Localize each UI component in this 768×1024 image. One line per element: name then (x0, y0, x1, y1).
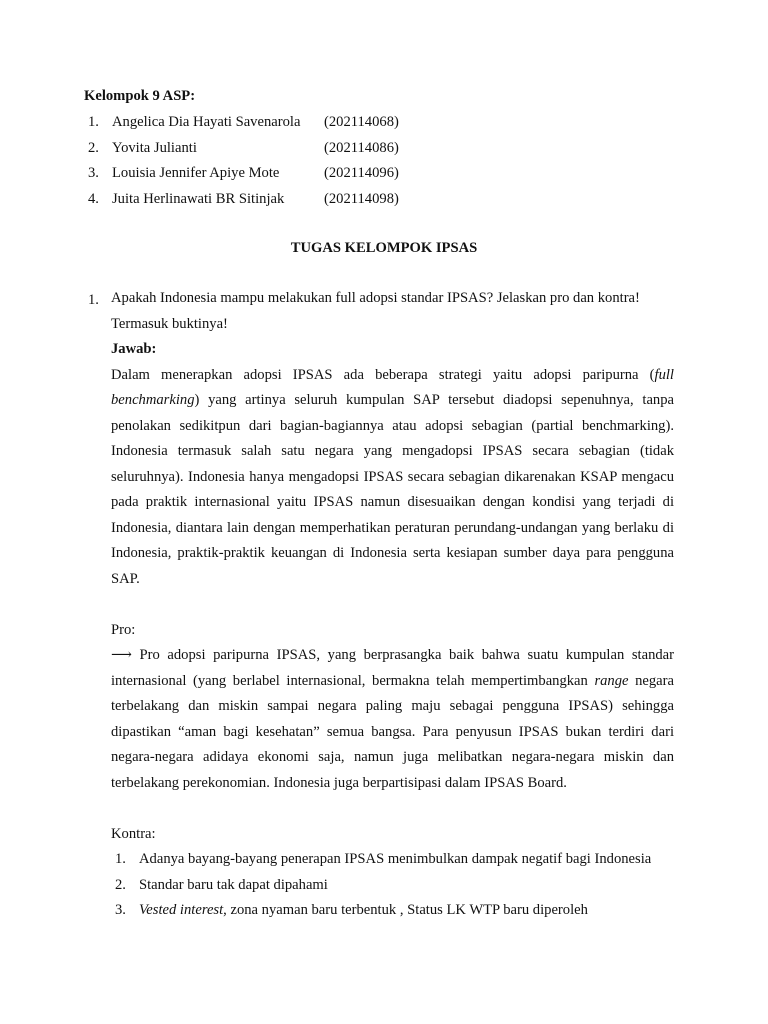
member-row (84, 110, 504, 136)
question-content (111, 286, 674, 924)
pro-paragraph (111, 643, 674, 796)
member-id: (202114098) (324, 190, 399, 207)
answer-text-part: Dalam menerapkan adopsi IPSAS ada beberapa strategi yaitu adopsi paripurna ( (111, 366, 655, 383)
kontra-label: Kontra: (111, 825, 156, 842)
answer-paragraph (111, 363, 674, 593)
member-id: (202114096) (324, 165, 399, 181)
spacer (111, 796, 674, 822)
answer-italic-term: full benchmarking (111, 366, 674, 408)
group-title: Kelompok 9 ASP: (84, 88, 196, 104)
member-number: 1. (88, 114, 99, 130)
pro-label: Pro: (111, 621, 136, 638)
kontra-item (111, 873, 674, 899)
member-name: Angelica Dia Hayati Savenarola (112, 114, 301, 130)
member-number: 3. (88, 165, 99, 181)
member-name: Louisia Jennifer Apiye Mote (112, 165, 280, 181)
member-id: (202114068) (324, 114, 399, 130)
answer-label: Jawab: (111, 341, 157, 357)
question-text: Apakah Indonesia mampu melakukan full adopsi standar IPSAS? Jelaskan pro dan kontra! Termasuk buktinya! (111, 290, 640, 332)
kontra-item (111, 847, 674, 873)
member-name: Juita Herlinawati BR Sitinjak (112, 190, 285, 207)
answer-text-rest: ) yang artinya seluruh kumpulan SAP tersebut diadopsi sepenuhnya, tanpa penolakan sedikitpun dari bagian-bagiannya atau adopsi sebagian (partial benchmarking). Indonesia termasuk salah satu negara yang mengadopsi IPSAS secara sebagian (tidak seluruhnya). Indonesia hanya mengadopsi IPSAS secara sebagian dikarenakan KSAP mengacu pada praktik internasional yaitu IPSAS namun disesuaikan dengan kondisi yang terjadi di Indonesia, diantara lain dengan memperhatikan peraturan perundang-undangan yang berlaku di Indonesia, praktik-praktik keuangan di Indonesia serta kesiapan sumber daya para pengguna SAP. (111, 392, 674, 587)
kontra-item-italic: Vested interest (139, 902, 224, 918)
kontra-item-text: Adanya bayang-bayang penerapan IPSAS menimbulkan dampak negatif bagi Indonesia (139, 851, 652, 867)
kontra-item-number: 2. (115, 876, 126, 893)
member-id: (202114086) (324, 139, 399, 156)
member-name: Yovita Julianti (112, 139, 197, 156)
question-number: 1. (88, 292, 99, 308)
member-row (84, 187, 504, 213)
kontra-item-number: 1. (115, 851, 126, 867)
pro-text-rest: negara terbelakang dan miskin sampai negara paling maju sebagai pengguna IPSAS) sehingga dipastikan “aman bagi kesehatan” semua bangsa. Para penyusun IPSAS bukan terdiri dari negara-negara adidaya ekonomi saja, namun juga melibatkan negara-negara miskin dan terbelakang perekonomian. Indonesia juga berpartisipasi dalam IPSAS Board. (111, 672, 674, 791)
kontra-list (111, 847, 674, 924)
member-row (84, 161, 504, 187)
member-number: 4. (88, 190, 99, 207)
kontra-item-text: Standar baru tak dapat dipahami (139, 876, 328, 893)
kontra-item-text: , zona nyaman baru terbentuk , Status LK WTP baru diperoleh (223, 902, 588, 918)
document-title: TUGAS KELOMPOK IPSAS (290, 240, 478, 256)
pro-text-part: ⟶ Pro adopsi paripurna IPSAS, yang berprasangka baik bahwa suatu kumpulan standar internasional (yang berlabel internasional, bermakna telah mempertimbangkan (111, 647, 674, 689)
kontra-item-number: 3. (115, 902, 126, 918)
member-list (84, 110, 504, 212)
pro-italic-term: range (594, 672, 629, 689)
spacer (111, 592, 674, 618)
member-number: 2. (88, 139, 99, 156)
member-row (84, 136, 504, 162)
kontra-item (111, 898, 674, 924)
